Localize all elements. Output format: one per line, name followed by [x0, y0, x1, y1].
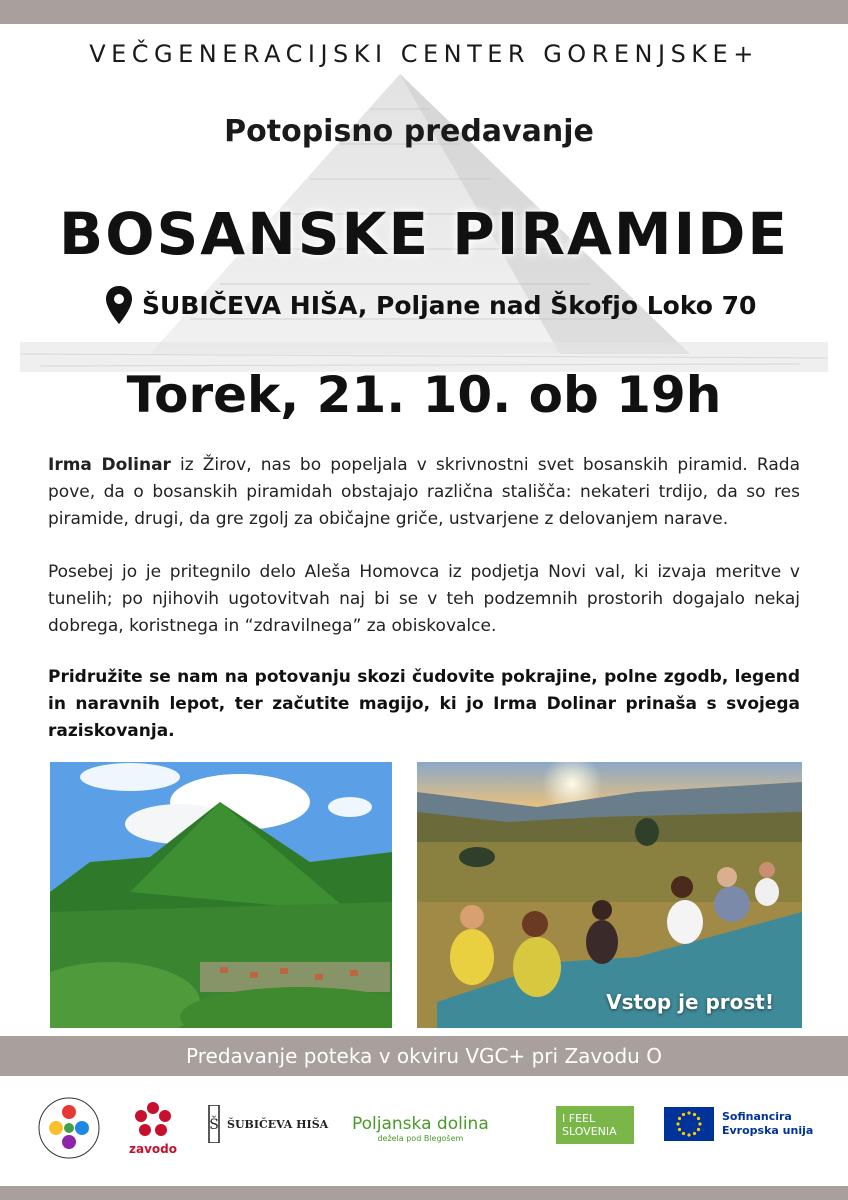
eu-cofunding-logo	[664, 1106, 813, 1142]
subiceva-hisa-icon	[207, 1105, 221, 1143]
eu-flag-icon	[664, 1107, 714, 1141]
photo-group-sunset	[417, 762, 802, 1028]
description-paragraph-1	[48, 452, 800, 533]
ifeel-line-1: I FEEL	[562, 1112, 596, 1125]
poljanska-name: Poljanska dolina	[352, 1113, 489, 1134]
speaker-name: Irma Dolinar	[48, 455, 171, 475]
location-text: ŠUBIČEVA HIŠA, Poljane nad Škofjo Loko 70	[142, 290, 757, 320]
zavod-o-logo	[122, 1100, 184, 1158]
svg-text:Š: Š	[209, 1117, 219, 1133]
bottom-bar	[0, 1186, 848, 1200]
event-subtitle: Potopisno predavanje	[224, 114, 594, 149]
poljanska-subtitle: dežela pod Blegošem	[377, 1133, 464, 1143]
vgc-emblem-icon	[34, 1092, 104, 1164]
subiceva-hisa-name: ŠUBIČEVA HIŠA	[227, 1117, 329, 1131]
top-bar	[0, 0, 848, 24]
subiceva-hisa-logo	[207, 1104, 328, 1144]
event-title: BOSANSKE PIRAMIDE	[59, 200, 789, 268]
zavod-name: zavodo	[129, 1142, 177, 1156]
free-entry-label: Vstop je prost!	[606, 990, 774, 1014]
photo-pyramid-hill	[50, 762, 392, 1028]
invitation-paragraph: Pridružite se nam na potovanju skozi čudovite pokrajine, polne zgodb, legend in naravnih lepot, ter začutite magijo, ki jo Irma Dolinar prinaša s svojega raziskovanja.	[48, 667, 800, 741]
footer-band	[0, 1036, 848, 1076]
poljanska-dolina-logo	[352, 1108, 489, 1148]
vgc-logo	[34, 1092, 104, 1164]
eu-line-2: Evropska unija	[722, 1124, 814, 1137]
event-location	[104, 284, 756, 326]
footer-band-text: Predavanje poteka v okviru VGC+ pri Zavodu O	[186, 1044, 662, 1068]
description-1-text: iz Žirov, nas bo popeljala v skrivnostni svet bosanskih piramid. Rada pove, da o bosanskih piramidah obstajajo različna stališča: nekateri trdijo, da so res piramide, drugi, da gre zgolj za običajne griče, ustvarjene z delovanjem narave.	[48, 455, 800, 529]
i-feel-slovenia-logo	[556, 1106, 634, 1144]
ifeel-line-2: SLOVENIA	[562, 1125, 617, 1138]
zavod-flower-icon	[133, 1100, 173, 1140]
location-pin-icon	[104, 285, 134, 325]
sponsor-logos	[0, 1086, 848, 1176]
description-paragraph-2: Posebej jo je pritegnilo delo Aleša Homovca iz podjetja Novi val, ki izvaja meritve v tunelih; po njihovih ugotovitvah naj bi se v teh podzemnih prostorih dogajalo nekaj dobrega, koristnega in “zdravilnega” za obiskovalce.	[48, 562, 800, 636]
eu-line-1: Sofinancira	[722, 1110, 792, 1123]
event-datetime: Torek, 21. 10. ob 19h	[126, 366, 722, 424]
organization-name: VEČGENERACIJSKI CENTER GORENJSKE+	[89, 40, 759, 68]
